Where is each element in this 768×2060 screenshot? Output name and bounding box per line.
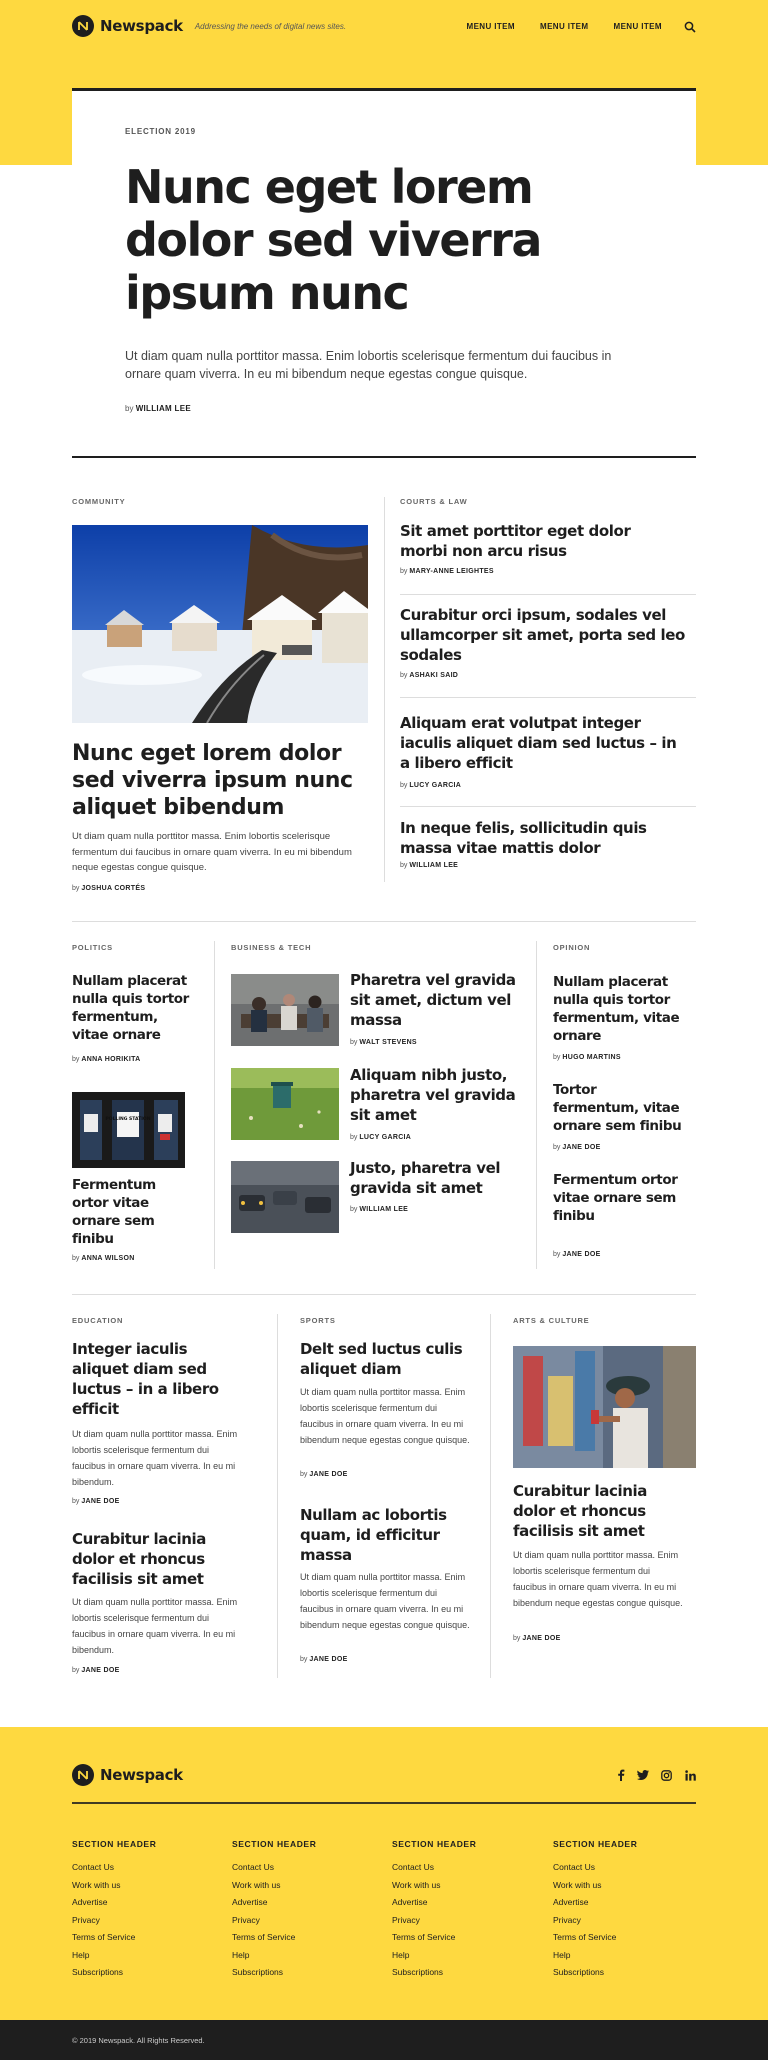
education-author-1[interactable]: JANE DOE — [81, 1498, 120, 1505]
polling-sign-text: POLLING STATION — [105, 1117, 151, 1122]
footer-link-terms[interactable]: Terms of Service — [72, 1932, 136, 1942]
footer-link-contact[interactable]: Contact Us — [72, 1862, 115, 1872]
column-divider — [214, 941, 215, 1269]
main-nav — [442, 20, 697, 32]
business-author-3[interactable]: WILLIAM LEE — [359, 1206, 409, 1213]
footer-link-contact[interactable]: Contact Us — [392, 1862, 435, 1872]
courts-headline-2[interactable]: Curabitur orci ipsum, sodales vel ullamcorper sit amet, porta sed leo sodales — [400, 606, 685, 664]
footer-link-work[interactable]: Work with us — [232, 1879, 281, 1890]
footer-link-contact[interactable]: Contact Us — [232, 1862, 275, 1872]
divider — [400, 806, 696, 807]
traffic-image[interactable] — [231, 1161, 339, 1233]
copyright-text: © 2019 Newspack. All Rights Reserved. — [72, 2036, 205, 2045]
hero-article[interactable] — [72, 88, 696, 458]
arts-byline: by JANE DOE — [513, 1635, 561, 1642]
business-headline-3[interactable]: Justo, pharetra vel gravida sit amet — [350, 1159, 501, 1197]
sports-excerpt-1: Ut diam quam nulla porttitor massa. Enim lobortis scelerisque fermentum dui faucibus in ornare quam viverra. In eu mi bibendum neque egestas congue quisque. — [300, 1387, 470, 1445]
sports-excerpt-2: Ut diam quam nulla porttitor massa. Enim lobortis scelerisque fermentum dui faucibus in ornare quam viverra. In eu mi bibendum neque egestas congue quisque. — [300, 1572, 470, 1630]
hero-divider — [72, 456, 696, 458]
courts-headline-1[interactable]: Sit amet porttitor eget dolor morbi non arcu risus — [400, 522, 631, 560]
footer-link-advertise[interactable]: Advertise — [72, 1897, 108, 1907]
politics-byline-1: by ANNA HORIKITA — [72, 1056, 141, 1063]
footer-link-subscriptions[interactable]: Subscriptions — [392, 1967, 444, 1977]
footer-section-header: SECTION HEADER — [392, 1839, 477, 1849]
section-label-community[interactable]: COMMUNITY — [72, 497, 126, 506]
nav-menu-item-2[interactable]: MENU ITEM — [540, 21, 589, 31]
footer-link-work[interactable]: Work with us — [392, 1879, 441, 1890]
site-header — [72, 12, 696, 40]
education-excerpt-1: Ut diam quam nulla porttitor massa. Enim lobortis scelerisque fermentum dui faucibus in ornare quam viverra. In eu mi bibendum. — [72, 1429, 238, 1487]
hero-excerpt: Ut diam quam nulla porttitor massa. Enim lobortis scelerisque fermentum dui faucibus in ornare quam viverra. In eu mi bibendum neque egestas congue quisque. — [125, 349, 612, 381]
section-label-education[interactable]: EDUCATION — [72, 1316, 124, 1325]
arts-headline[interactable]: Curabitur lacinia dolor et rhoncus facilisis sit amet — [513, 1482, 647, 1540]
divider — [400, 594, 696, 595]
footer-link-help[interactable]: Help — [553, 1949, 571, 1960]
footer-column-3 — [392, 1839, 532, 1982]
opinion-author-1[interactable]: HUGO MARTINS — [562, 1054, 621, 1061]
footer-logo[interactable] — [72, 1764, 183, 1786]
footer-link-subscriptions[interactable]: Subscriptions — [553, 1967, 605, 1977]
footer-link-terms[interactable]: Terms of Service — [553, 1932, 617, 1942]
hero-author[interactable]: WILLIAM LEE — [135, 404, 191, 413]
courts-byline-3: by LUCY GARCIA — [400, 782, 462, 789]
opinion-byline-1: by HUGO MARTINS — [553, 1054, 621, 1061]
divider — [400, 697, 696, 698]
education-byline-1: by JANE DOE — [72, 1498, 120, 1505]
sports-byline-2: by JANE DOE — [300, 1656, 348, 1663]
section-divider — [72, 921, 696, 922]
footer-divider — [72, 1802, 696, 1804]
footer-link-privacy[interactable]: Privacy — [392, 1914, 420, 1925]
site-tagline: Addressing the needs of digital news sites. — [194, 21, 347, 31]
snowy-street-image[interactable] — [72, 525, 368, 723]
nav-menu-item-3[interactable]: MENU ITEM — [613, 21, 662, 31]
education-byline-2: by JANE DOE — [72, 1667, 120, 1674]
courts-byline-2: by ASHAKI SAID — [400, 672, 459, 679]
column-divider — [490, 1314, 491, 1678]
politics-headline-1[interactable]: Nullam placerat nulla quis tortor fermentum, vitae ornare — [72, 973, 189, 1043]
footer-link-advertise[interactable]: Advertise — [392, 1897, 428, 1907]
section-label-courts-law[interactable]: COURTS & LAW — [400, 497, 468, 506]
politics-author-1[interactable]: ANNA HORIKITA — [81, 1056, 141, 1063]
footer-link-help[interactable]: Help — [392, 1949, 410, 1960]
education-headline-1[interactable]: Integer iaculis aliquet diam sed luctus – in a libero efficit — [72, 1340, 219, 1418]
footer-link-subscriptions[interactable]: Subscriptions — [72, 1967, 124, 1977]
hero-headline[interactable]: Nunc eget lorem dolor sed viverra ipsum nunc — [125, 160, 541, 320]
opinion-headline-3[interactable]: Fermentum ortor vitae ornare sem finibu — [553, 1172, 678, 1224]
section-divider — [72, 1294, 696, 1295]
politics-byline-2: by ANNA WILSON — [72, 1255, 135, 1262]
instagram-icon[interactable] — [660, 1769, 672, 1781]
footer-bottom-bar — [0, 2020, 768, 2060]
footer-section-header: SECTION HEADER — [232, 1839, 317, 1849]
business-author-1[interactable]: WALT STEVENS — [359, 1039, 417, 1046]
sports-byline-1: by JANE DOE — [300, 1471, 348, 1478]
opinion-headline-1[interactable]: Nullam placerat nulla quis tortor fermentum, vitae ornare — [553, 974, 680, 1044]
courts-author-1[interactable]: MARY-ANNE LEIGHTES — [409, 568, 494, 575]
opinion-author-2[interactable]: JANE DOE — [562, 1144, 601, 1151]
section-label-arts-culture[interactable]: ARTS & CULTURE — [513, 1316, 590, 1325]
column-divider — [536, 941, 537, 1269]
sports-author-1[interactable]: JANE DOE — [309, 1471, 348, 1478]
field-image[interactable] — [231, 1068, 339, 1140]
section-label-opinion[interactable]: OPINION — [553, 943, 591, 952]
twitter-icon[interactable] — [637, 1769, 649, 1781]
opinion-author-3[interactable]: JANE DOE — [562, 1251, 601, 1258]
business-headline-2[interactable]: Aliquam nibh justo, pharetra vel gravida sit amet — [350, 1066, 516, 1124]
sports-author-2[interactable]: JANE DOE — [309, 1656, 348, 1663]
business-byline-1: by WALT STEVENS — [350, 1039, 417, 1046]
footer-column-1 — [72, 1839, 212, 1982]
opinion-headline-2[interactable]: Tortor fermentum, vitae ornare sem finibu — [553, 1082, 682, 1134]
business-byline-3: by WILLIAM LEE — [350, 1206, 409, 1213]
search-icon[interactable] — [684, 20, 696, 32]
community-author[interactable]: JOSHUA CORTÉS — [81, 885, 146, 892]
footer-link-work[interactable]: Work with us — [553, 1879, 602, 1890]
footer-column-2 — [232, 1839, 372, 1982]
footer-link-privacy[interactable]: Privacy — [72, 1914, 100, 1925]
section-label-business-tech[interactable]: BUSINESS & TECH — [231, 943, 312, 952]
footer-column-4 — [553, 1839, 693, 1982]
nav-menu-item-1[interactable]: MENU ITEM — [466, 21, 515, 31]
courts-byline-4: by WILLIAM LEE — [400, 862, 459, 869]
business-byline-2: by LUCY GARCIA — [350, 1134, 412, 1141]
footer-link-terms[interactable]: Terms of Service — [392, 1932, 456, 1942]
column-divider — [277, 1314, 278, 1678]
community-byline: by JOSHUA CORTÉS — [72, 885, 146, 892]
footer-link-advertise[interactable]: Advertise — [232, 1897, 268, 1907]
opinion-byline-2: by JANE DOE — [553, 1144, 601, 1151]
sports-headline-1[interactable]: Delt sed luctus culis aliquet diam — [300, 1340, 463, 1378]
courts-byline-1: by MARY-ANNE LEIGHTES — [400, 568, 494, 575]
education-headline-2[interactable]: Curabitur lacinia dolor et rhoncus facilisis sit amet — [72, 1530, 206, 1588]
linkedin-icon[interactable] — [684, 1769, 696, 1781]
footer-link-contact[interactable]: Contact Us — [553, 1862, 596, 1872]
site-name[interactable]: Newspack — [100, 17, 183, 35]
footer-link-help[interactable]: Help — [72, 1949, 90, 1960]
footer-link-help[interactable]: Help — [232, 1949, 250, 1960]
footer-link-privacy[interactable]: Privacy — [553, 1914, 581, 1925]
hero-category[interactable]: ELECTION 2019 — [125, 127, 196, 136]
hero-byline: by WILLIAM LEE — [125, 404, 191, 413]
section-label-sports[interactable]: SPORTS — [300, 1316, 336, 1325]
footer-section-header: SECTION HEADER — [72, 1839, 157, 1849]
footer-link-subscriptions[interactable]: Subscriptions — [232, 1967, 284, 1977]
courts-author-4[interactable]: WILLIAM LEE — [409, 862, 459, 869]
street-art-image[interactable] — [513, 1346, 696, 1468]
footer-site-name: Newspack — [100, 1766, 183, 1784]
section-label-politics[interactable]: POLITICS — [72, 943, 113, 952]
footer-section-header: SECTION HEADER — [553, 1839, 638, 1849]
facebook-icon[interactable] — [615, 1769, 627, 1781]
community-excerpt: Ut diam quam nulla porttitor massa. Enim lobortis scelerisque fermentum dui faucibus in ornare quam viverra. In eu mi bibendum neque egestas congue quisque. — [72, 831, 352, 873]
newspack-logo-icon — [72, 1764, 94, 1786]
newspack-logo-icon[interactable] — [72, 15, 94, 37]
meeting-image[interactable] — [231, 974, 339, 1046]
polling-station-image[interactable] — [72, 1092, 185, 1168]
courts-author-3[interactable]: LUCY GARCIA — [409, 782, 462, 789]
arts-author[interactable]: JANE DOE — [522, 1635, 561, 1642]
footer-link-terms[interactable]: Terms of Service — [232, 1932, 296, 1942]
politics-headline-2[interactable]: Fermentum ortor vitae ornare sem finibu — [72, 1177, 156, 1247]
politics-author-2[interactable]: ANNA WILSON — [81, 1255, 135, 1262]
business-author-2[interactable]: LUCY GARCIA — [359, 1134, 412, 1141]
education-excerpt-2: Ut diam quam nulla porttitor massa. Enim lobortis scelerisque fermentum dui faucibus in ornare quam viverra. In eu mi bibendum. — [72, 1597, 238, 1655]
courts-headline-3[interactable]: Aliquam erat volutpat integer iaculis aliquet diam sed luctus – in a libero efficit — [400, 714, 677, 772]
arts-excerpt: Ut diam quam nulla porttitor massa. Enim lobortis scelerisque fermentum dui faucibus in ornare quam viverra. In eu mi bibendum neque egestas congue quisque. — [513, 1550, 683, 1608]
education-author-2[interactable]: JANE DOE — [81, 1667, 120, 1674]
footer-link-privacy[interactable]: Privacy — [232, 1914, 260, 1925]
footer-link-work[interactable]: Work with us — [72, 1879, 121, 1890]
community-headline[interactable]: Nunc eget lorem dolor sed viverra ipsum nunc aliquet bibendum — [72, 741, 353, 820]
sports-headline-2[interactable]: Nullam ac lobortis quam, id efficitur massa — [300, 1506, 447, 1564]
opinion-byline-3: by JANE DOE — [553, 1251, 601, 1258]
footer-link-advertise[interactable]: Advertise — [553, 1897, 589, 1907]
courts-author-2[interactable]: ASHAKI SAID — [409, 672, 459, 679]
site-footer — [0, 1727, 768, 2020]
business-headline-1[interactable]: Pharetra vel gravida sit amet, dictum vel massa — [350, 971, 516, 1029]
column-divider — [384, 497, 385, 882]
courts-headline-4[interactable]: In neque felis, sollicitudin quis massa vitae mattis dolor — [400, 819, 647, 857]
